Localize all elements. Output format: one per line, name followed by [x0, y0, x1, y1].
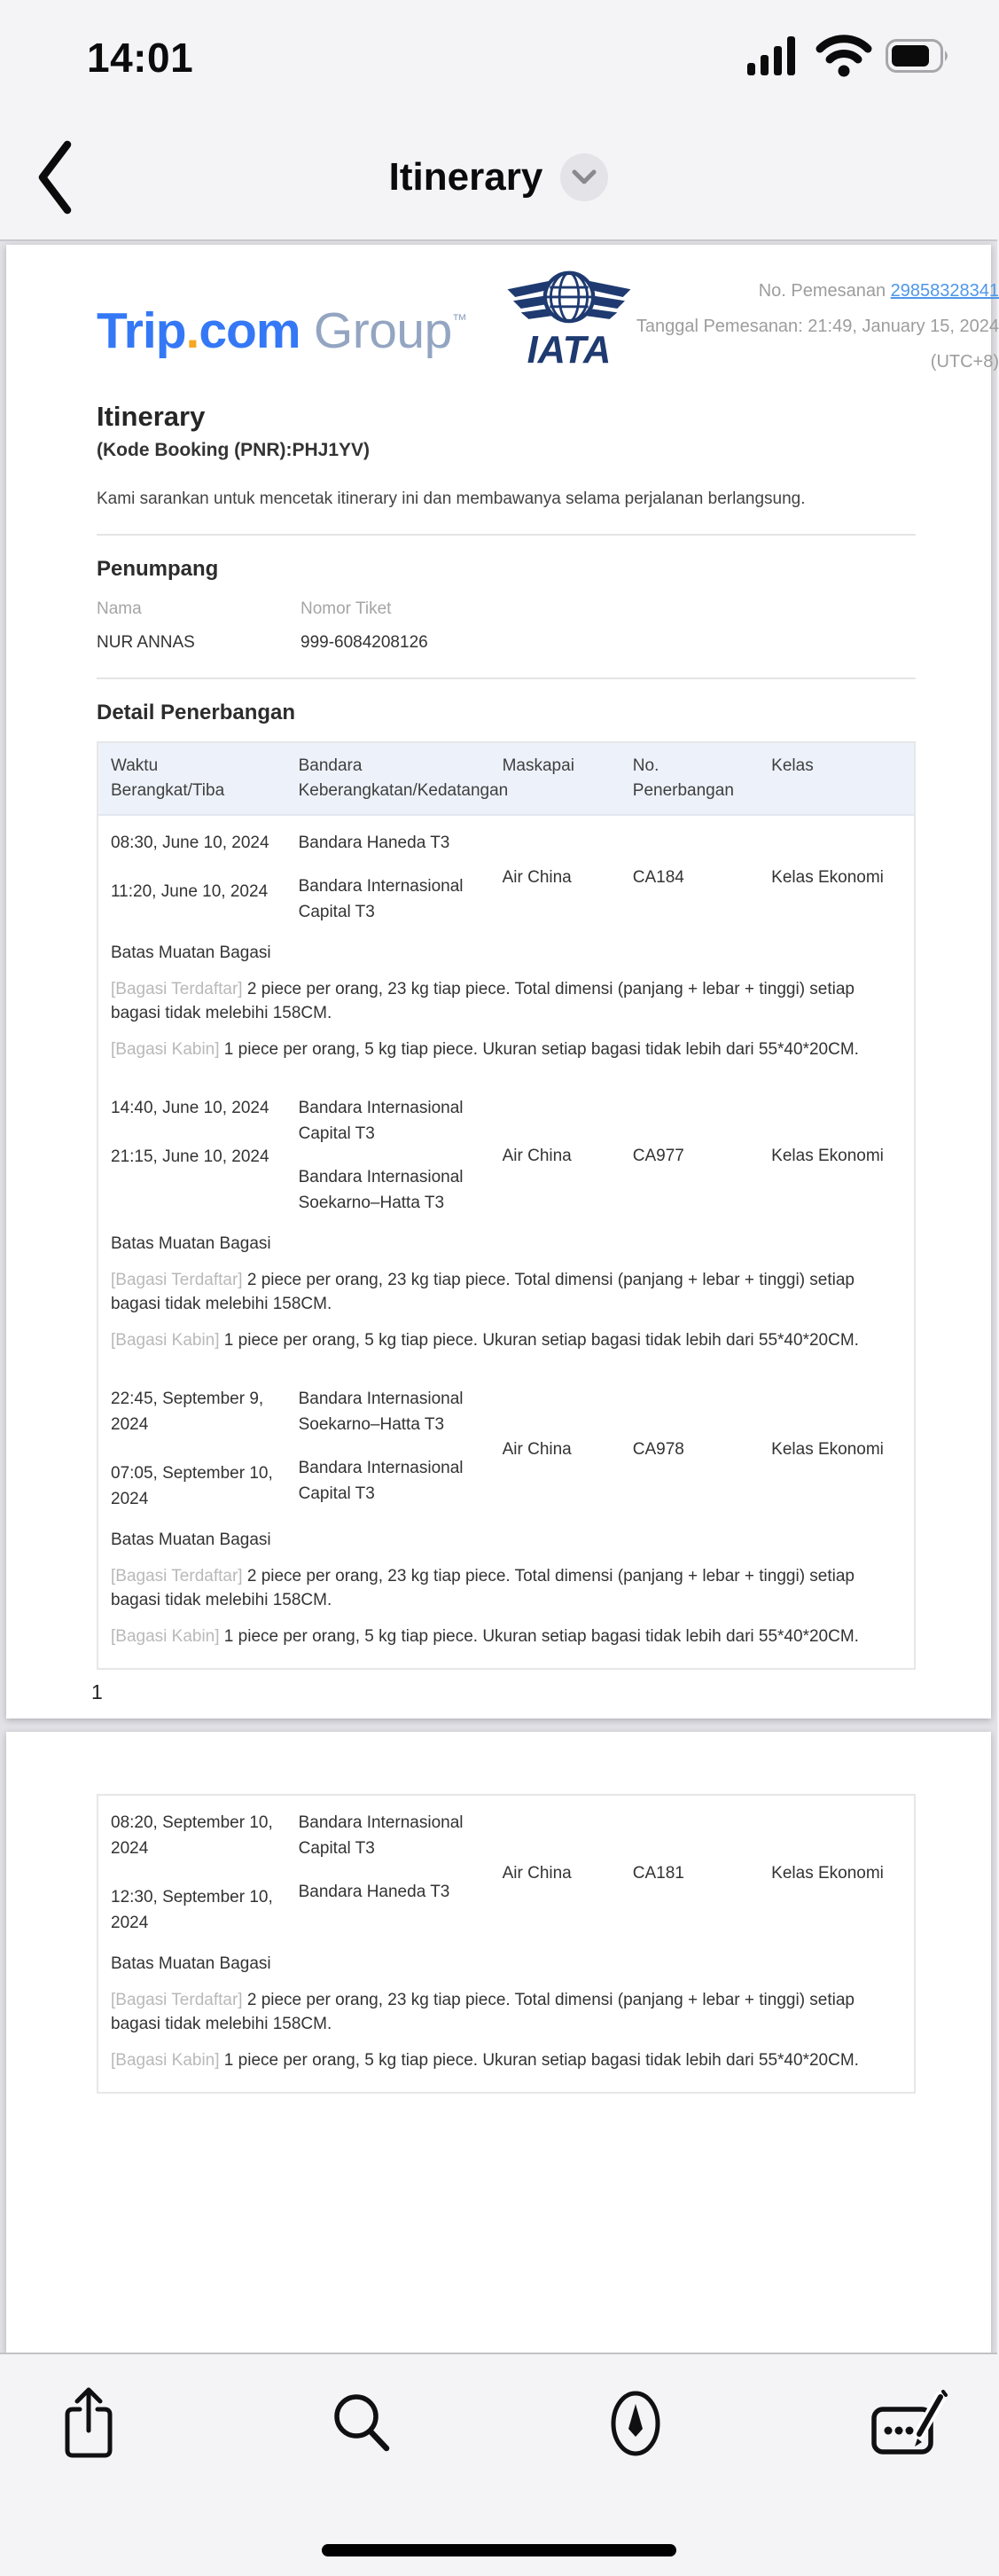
back-button[interactable]: [23, 131, 85, 223]
passenger-heading: Penumpang: [97, 557, 219, 581]
search-icon: [331, 2392, 393, 2455]
checked-baggage-text: 2 piece per orang, 23 kg tiap piece. Total dimensi (panjang + lebar + tinggi) setiap bagasi tidak melebihi 158CM.: [111, 1271, 855, 1313]
baggage-allowance: [98, 1512, 914, 1668]
cabin-baggage-text: 1 piece per orang, 5 kg tiap piece. Ukuran setiap bagasi tidak lebih dari 55*40*20CM.: [219, 1331, 859, 1350]
depart-airport: Bandara Haneda T3: [298, 834, 450, 852]
depart-airport: Bandara Internasional Capital T3: [298, 1099, 464, 1143]
clock: 14:01: [87, 35, 194, 81]
baggage-allowance: [98, 925, 914, 1081]
airline: Air China: [502, 1439, 572, 1459]
arrive-airport: Bandara Haneda T3: [298, 1883, 450, 1901]
title-dropdown-button[interactable]: [560, 153, 608, 201]
baggage-heading: Batas Muatan Bagasi: [111, 943, 271, 962]
ticket-label: Nomor Tiket: [300, 599, 392, 618]
svg-text:IATA: IATA: [527, 328, 612, 372]
booking-info: [636, 268, 999, 380]
flight-row: [98, 816, 914, 925]
booking-number-link[interactable]: 29858328341: [890, 281, 999, 301]
battery-icon: [886, 39, 951, 73]
arrive-time: 11:20, June 10, 2024: [111, 882, 269, 901]
flight-number: CA184: [632, 868, 684, 887]
markup-pen-icon: [609, 2388, 662, 2459]
page-number: 1: [91, 1680, 103, 1703]
baggage-heading: Batas Muatan Bagasi: [111, 1531, 271, 1549]
markup-button[interactable]: [600, 2383, 671, 2464]
depart-time: 14:40, June 10, 2024: [111, 1099, 269, 1117]
booking-number-label: No. Pemesanan: [758, 281, 891, 301]
depart-time: 08:30, June 10, 2024: [111, 834, 269, 852]
pnr-code: (Kode Booking (PNR):PHJ1YV): [97, 440, 371, 460]
cabin-baggage-text: 1 piece per orang, 5 kg tiap piece. Ukuran setiap bagasi tidak lebih dari 55*40*20CM.: [219, 1040, 859, 1059]
baggage-allowance: [98, 1216, 914, 1372]
flight-number: CA181: [632, 1863, 684, 1883]
cabin-baggage-text: 1 piece per orang, 5 kg tiap piece. Ukuran setiap bagasi tidak lebih dari 55*40*20CM.: [219, 2051, 859, 2070]
depart-airport: Bandara Internasional Capital T3: [298, 1813, 464, 1858]
divider: [97, 534, 916, 536]
cabin-baggage-label: [Bagasi Kabin]: [111, 1040, 220, 1059]
cabin-baggage-text: 1 piece per orang, 5 kg tiap piece. Ukuran setiap bagasi tidak lebih dari 55*40*20CM.: [219, 1627, 859, 1646]
booking-date: Tanggal Pemesanan: 21:49, January 15, 2024: [636, 317, 999, 336]
passenger-row: [97, 633, 916, 653]
baggage-heading: Batas Muatan Bagasi: [111, 1234, 271, 1253]
cabin-class: Kelas Ekonomi: [771, 868, 884, 887]
cabin-baggage-label: [Bagasi Kabin]: [111, 2051, 220, 2070]
checked-baggage-label: [Bagasi Terdaftar]: [111, 980, 243, 998]
title-group: [389, 153, 609, 201]
share-button[interactable]: [53, 2383, 124, 2464]
home-indicator[interactable]: [322, 2544, 676, 2556]
airline: Air China: [502, 1863, 572, 1883]
print-advice: Kami sarankan untuk mencetak itinerary ini dan membawanya selama perjalanan berlangsung.: [97, 489, 806, 508]
depart-time: 22:45, September 9, 2024: [111, 1390, 264, 1434]
flights-table-continued: [97, 1794, 916, 2094]
cabin-baggage-label: [Bagasi Kabin]: [111, 1627, 220, 1646]
pdf-page-1: [6, 245, 999, 1719]
passenger-labels: [97, 599, 916, 619]
flights-table-header: [98, 743, 914, 816]
chevron-down-icon: [573, 170, 596, 184]
depart-airport: Bandara Internasional Soekarno–Hatta T3: [298, 1390, 464, 1434]
baggage-allowance: [98, 1936, 914, 2092]
booking-utc: (UTC+8): [930, 352, 999, 372]
col-flightno: No. Penerbangan: [632, 756, 734, 800]
document-header: [97, 268, 999, 380]
bottom-toolbar: [0, 2353, 997, 2576]
arrive-time: 12:30, September 10, 2024: [111, 1888, 273, 1932]
flight-row: [98, 1372, 914, 1512]
col-time: Waktu Berangkat/Tiba: [111, 756, 225, 800]
col-class: Kelas: [771, 756, 814, 775]
flight-number: CA977: [632, 1146, 684, 1165]
document-viewer[interactable]: [0, 241, 997, 2353]
status-icons: [747, 35, 951, 76]
itinerary-title: Itinerary: [97, 401, 206, 432]
airline: Air China: [502, 1146, 572, 1165]
flights-table: [97, 741, 916, 1670]
arrive-airport: Bandara Internasional Capital T3: [298, 1459, 464, 1503]
pdf-page-2: [6, 1732, 991, 2353]
arrive-time: 21:15, June 10, 2024: [111, 1147, 269, 1166]
checked-baggage-text: 2 piece per orang, 23 kg tiap piece. Total dimensi (panjang + lebar + tinggi) setiap bagasi tidak melebihi 158CM.: [111, 1567, 855, 1609]
checked-baggage-label: [Bagasi Terdaftar]: [111, 1567, 243, 1586]
col-airport: Bandara Keberangkatan/Kedatangan: [298, 756, 509, 800]
airline: Air China: [502, 868, 572, 887]
autofill-signature-icon: [870, 2388, 947, 2459]
cabin-baggage-label: [Bagasi Kabin]: [111, 1331, 220, 1350]
cellular-signal-icon: [747, 36, 802, 75]
page-title: Itinerary: [388, 155, 543, 199]
cabin-class: Kelas Ekonomi: [771, 1863, 884, 1883]
search-button[interactable]: [326, 2383, 397, 2464]
flights-heading: Detail Penerbangan: [97, 701, 296, 724]
arrive-airport: Bandara Internasional Capital T3: [298, 877, 464, 921]
flight-row: [98, 1081, 914, 1216]
checked-baggage-label: [Bagasi Terdaftar]: [111, 1991, 243, 2009]
chevron-left-icon: [36, 139, 72, 215]
iata-logo: [502, 268, 636, 372]
nav-bar: [0, 115, 997, 241]
checked-baggage-text: 2 piece per orang, 23 kg tiap piece. Total dimensi (panjang + lebar + tinggi) setiap bagasi tidak melebihi 158CM.: [111, 980, 855, 1022]
wifi-icon: [816, 35, 871, 76]
cabin-class: Kelas Ekonomi: [771, 1439, 884, 1459]
status-bar: [0, 0, 997, 115]
passenger-name: NUR ANNAS: [97, 633, 195, 652]
flight-number: CA978: [632, 1439, 684, 1459]
cabin-class: Kelas Ekonomi: [771, 1146, 884, 1165]
divider: [97, 677, 916, 679]
baggage-heading: Batas Muatan Bagasi: [111, 1954, 271, 1973]
depart-time: 08:20, September 10, 2024: [111, 1813, 273, 1858]
autofill-signature-button[interactable]: [873, 2383, 944, 2464]
name-label: Nama: [97, 599, 142, 618]
checked-baggage-text: 2 piece per orang, 23 kg tiap piece. Total dimensi (panjang + lebar + tinggi) setiap bagasi tidak melebihi 158CM.: [111, 1991, 855, 2033]
checked-baggage-label: [Bagasi Terdaftar]: [111, 1271, 243, 1289]
ticket-number: 999-6084208126: [300, 633, 428, 652]
flight-row: [98, 1796, 914, 1936]
share-icon: [59, 2384, 118, 2462]
tripcom-group-logo: Trip.com Group™: [97, 302, 466, 359]
col-airline: Maskapai: [502, 756, 574, 775]
arrive-time: 07:05, September 10, 2024: [111, 1464, 273, 1508]
arrive-airport: Bandara Internasional Soekarno–Hatta T3: [298, 1168, 464, 1212]
